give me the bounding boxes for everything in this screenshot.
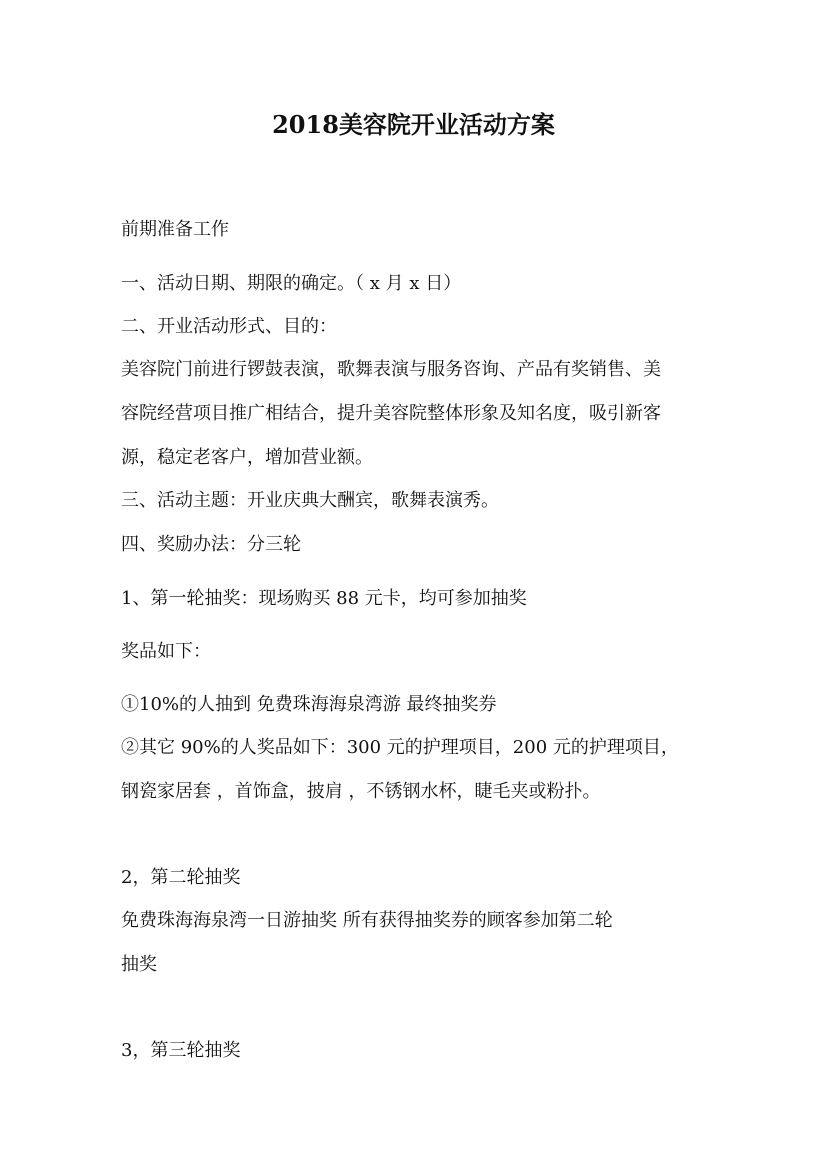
paragraph-line: ①10%的人抽到 免费珠海海泉湾游 最终抽奖券 — [121, 694, 497, 715]
paragraph-line: 四、奖励办法：分三轮 — [121, 534, 301, 555]
paragraph-line: 免费珠海海泉湾一日游抽奖 所有获得抽奖券的顾客参加第二轮 — [121, 910, 613, 931]
paragraph-line: 美容院门前进行锣鼓表演，歌舞表演与服务咨询、产品有奖销售、美 — [121, 359, 661, 380]
paragraph-line: 3，第三轮抽奖 — [121, 1040, 241, 1061]
paragraph-line: 二、开业活动形式、目的： — [121, 316, 337, 337]
paragraph-line: 容院经营项目推广相结合，提升美容院整体形象及知名度，吸引新客 — [121, 403, 661, 424]
paragraph-line: 1、第一轮抽奖：现场购买 88 元卡，均可参加抽奖 — [121, 588, 527, 609]
document-title: 2018美容院开业活动方案 — [272, 110, 555, 139]
paragraph-line: 抽奖 — [121, 954, 157, 975]
paragraph-line: 前期准备工作 — [121, 219, 229, 240]
paragraph-line: 三、活动主题：开业庆典大酬宾，歌舞表演秀。 — [121, 490, 499, 511]
paragraph-line: 源，稳定老客户，增加营业额。 — [121, 447, 373, 468]
paragraph-line: ②其它 90%的人奖品如下：300 元的护理项目，200 元的护理项目， — [121, 737, 679, 758]
paragraph-line: 钢瓷家居套 ，首饰盒，披肩 ，不锈钢水杯，睫毛夹或粉扑。 — [121, 781, 601, 802]
paragraph-line: 奖品如下： — [121, 641, 211, 662]
paragraph-line: 2，第二轮抽奖 — [121, 867, 241, 888]
paragraph-line: 一、活动日期、期限的确定。（ x 月 x 日） — [121, 273, 462, 294]
